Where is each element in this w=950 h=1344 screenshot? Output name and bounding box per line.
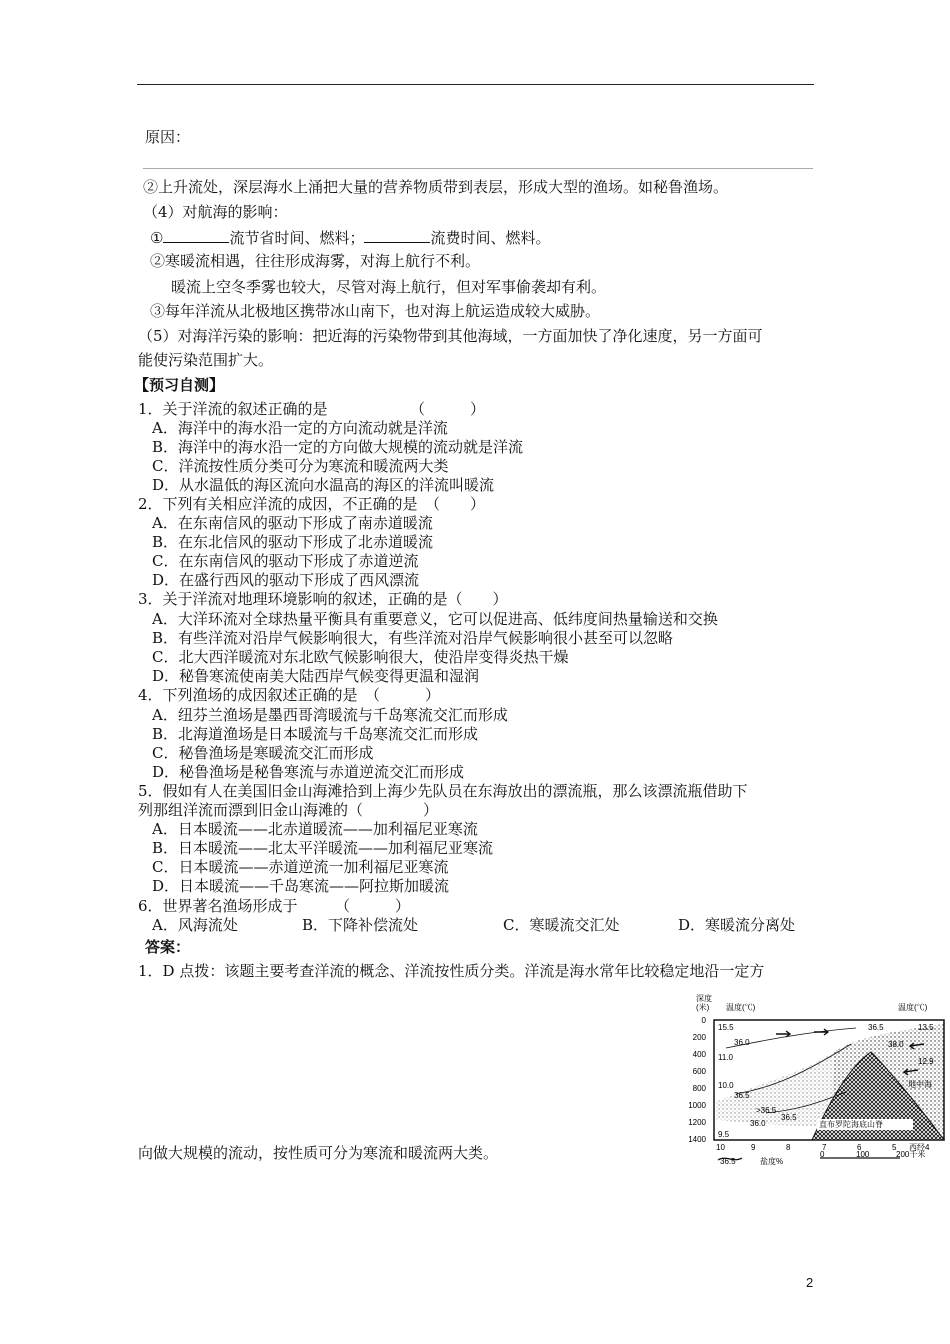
option-b: B．日本暖流——北太平洋暖流——加利福尼亚寒流 (152, 839, 494, 857)
svg-text:200: 200 (692, 1033, 706, 1042)
svg-text:1000: 1000 (688, 1101, 706, 1110)
question-stem-cont: 列那组洋流而漂到旧金山海滩的（ ） (138, 801, 439, 819)
answer-line-2: 向做大规模的流动，按性质可分为寒流和暖流两大类。 (138, 1144, 499, 1162)
navigation-title: （4）对航海的影响： (143, 203, 288, 221)
question-stem: 2．下列有关相应洋流的成因，不正确的是 （ ） (138, 495, 486, 513)
option-d: D．寒暖流分离处 (678, 916, 796, 934)
svg-text:1200: 1200 (688, 1118, 706, 1127)
option-c: C．寒暖流交汇处 (503, 916, 620, 934)
option-b: B．下降补偿流处 (302, 916, 419, 934)
depth-unit: (米) (696, 1003, 710, 1012)
option-b: B．北海道渔场是日本暖流与千岛寒流交汇而形成 (152, 725, 479, 743)
temp-label-left: 温度(℃) (726, 1003, 756, 1012)
option-b: B．有些洋流对沿岸气候影响很大，有些洋流对沿岸气候影响很小甚至可以忽略 (152, 629, 674, 647)
svg-text:800: 800 (692, 1084, 706, 1093)
temp-label-right: 温度(℃) (898, 1003, 928, 1012)
svg-text:36.0: 36.0 (734, 1038, 750, 1047)
scale-start: 0 (820, 1150, 825, 1159)
option-d: D．从水温低的海区流向水温高的海区的洋流叫暖流 (152, 476, 495, 494)
option-a: A．风海流处 (152, 916, 238, 934)
navigation-item-2b: 暖流上空冬季雾也较大，尽管对海上航行，但对军事偷袭却有利。 (171, 278, 607, 296)
option-c: C．秘鲁渔场是寒暖流交汇而形成 (152, 744, 374, 762)
svg-text:36.0: 36.0 (750, 1119, 766, 1128)
svg-text:5: 5 (892, 1143, 897, 1152)
legend-isohaline-value: 36.5 (720, 1157, 736, 1166)
svg-text:西经4: 西经4 (909, 1143, 930, 1152)
reason-label: 原因： (145, 128, 191, 146)
question-stem: 1．关于洋流的叙述正确的是 （ ） (138, 400, 486, 418)
svg-text:7: 7 (822, 1143, 827, 1152)
scale-mid: 100 (856, 1150, 870, 1159)
header-rule (137, 84, 814, 85)
svg-text:>36.5: >36.5 (756, 1106, 777, 1115)
navigation-item-2: ②寒暖流相遇，往往形成海雾，对海上航行不利。 (150, 252, 481, 270)
svg-text:11.0: 11.0 (718, 1053, 733, 1062)
pollution-line-2: 能使污染范围扩大。 (138, 351, 274, 369)
svg-text:1400: 1400 (688, 1135, 706, 1144)
gibraltar-section-figure (686, 992, 948, 1170)
option-c: C．北大西洋暖流对东北欧气候影响很大，使沿岸变得炎热干燥 (152, 648, 569, 666)
option-c: C．洋流按性质分类可分为寒流和暖流两大类 (152, 457, 449, 475)
svg-text:6: 6 (857, 1143, 862, 1152)
option-a: A．日本暖流——北赤道暖流——加利福尼亚寒流 (152, 820, 478, 838)
answer-line-1: 1．D 点拨：该题主要考查洋流的概念、洋流按性质分类。洋流是海水常年比较稳定地沿一定方 (138, 962, 765, 980)
option-b: B．海洋中的海水沿一定的方向做大规模的流动就是洋流 (152, 438, 524, 456)
svg-text:10.0: 10.0 (718, 1081, 734, 1090)
option-a: A．在东南信风的驱动下形成了南赤道暖流 (152, 514, 433, 532)
upwelling-note: ②上升流处，深层海水上涌把大量的营养物质带到表层，形成大型的渔场。如秘鲁渔场。 (143, 178, 729, 196)
option-b: B．在东北信风的驱动下形成了北赤道暖流 (152, 533, 434, 551)
fill-blank-1[interactable] (163, 228, 229, 243)
svg-text:36.5: 36.5 (734, 1091, 750, 1100)
mediterranean-label: 地中海 (908, 1080, 932, 1089)
page-number: 2 (806, 1275, 814, 1290)
option-d: D．日本暖流——千岛寒流——阿拉斯加暖流 (152, 877, 450, 895)
svg-text:9: 9 (751, 1143, 756, 1152)
fill-blank-2[interactable] (364, 228, 430, 243)
pollution-line-1: （5）对海洋污染的影响：把近海的污染物带到其他海域，一方面加快了净化速度，另一方面可 (138, 327, 763, 345)
depth-axis (688, 1016, 706, 1144)
option-a: A．海洋中的海水沿一定的方向流动就是洋流 (152, 419, 448, 437)
option-c: C．在东南信风的驱动下形成了赤道逆流 (152, 552, 419, 570)
section-title: 【预习自测】 (134, 376, 225, 394)
svg-text:15.5: 15.5 (718, 1023, 734, 1032)
question-stem: 6．世界著名渔场形成于 （ ） (138, 897, 411, 915)
option-d: D．秘鲁渔场是秘鲁寒流与赤道逆流交汇而形成 (152, 763, 465, 781)
svg-text:9.5: 9.5 (718, 1130, 730, 1139)
svg-text:13.5: 13.5 (918, 1023, 934, 1032)
option-c: C．日本暖流——赤道逆流一加利福尼亚寒流 (152, 858, 449, 876)
svg-text:400: 400 (692, 1050, 706, 1059)
svg-text:10: 10 (716, 1143, 725, 1152)
option-d: D．在盛行西风的驱动下形成了西风漂流 (152, 571, 420, 589)
question-stem: 5．假如有人在美国旧金山海滩拾到上海少先队员在东海放出的漂流瓶，那么该漂流瓶借助下 (138, 782, 748, 800)
svg-text:600: 600 (692, 1067, 706, 1076)
depth-label: 深度 (696, 994, 712, 1003)
option-d: D．秘鲁寒流使南美大陆西岸气候变得更温和湿润 (152, 667, 480, 685)
svg-text:8: 8 (786, 1143, 791, 1152)
ridge-label: 直布罗陀海底山脊 (819, 1120, 883, 1129)
navigation-item-1: ① 流节省时间、燃料； 流费时间、燃料。 (150, 229, 551, 247)
option-a: A．纽芬兰渔场是墨西哥湾暖流与千岛寒流交汇而形成 (152, 706, 508, 724)
svg-text:0: 0 (701, 1016, 706, 1025)
reason-answer-line (143, 168, 813, 169)
svg-text:36.5: 36.5 (868, 1023, 884, 1032)
svg-text:12.9: 12.9 (918, 1057, 934, 1066)
question-stem: 3．关于洋流对地理环境影响的叙述，正确的是（ ） (138, 590, 508, 608)
navigation-item-3: ③每年洋流从北极地区携带冰山南下，也对海上航运造成较大威胁。 (150, 302, 601, 320)
legend-salinity: 盐度% (760, 1157, 784, 1166)
answer-title: 答案： (145, 938, 191, 956)
svg-text:38.0: 38.0 (888, 1040, 904, 1049)
svg-text:36.5: 36.5 (781, 1113, 797, 1122)
option-a: A．大洋环流对全球热量平衡具有重要意义，它可以促进高、低纬度间热量输送和交换 (152, 610, 718, 628)
question-stem: 4．下列渔场的成因叙述正确的是 （ ） (138, 686, 441, 704)
scale-end: 200千米 (896, 1150, 926, 1159)
